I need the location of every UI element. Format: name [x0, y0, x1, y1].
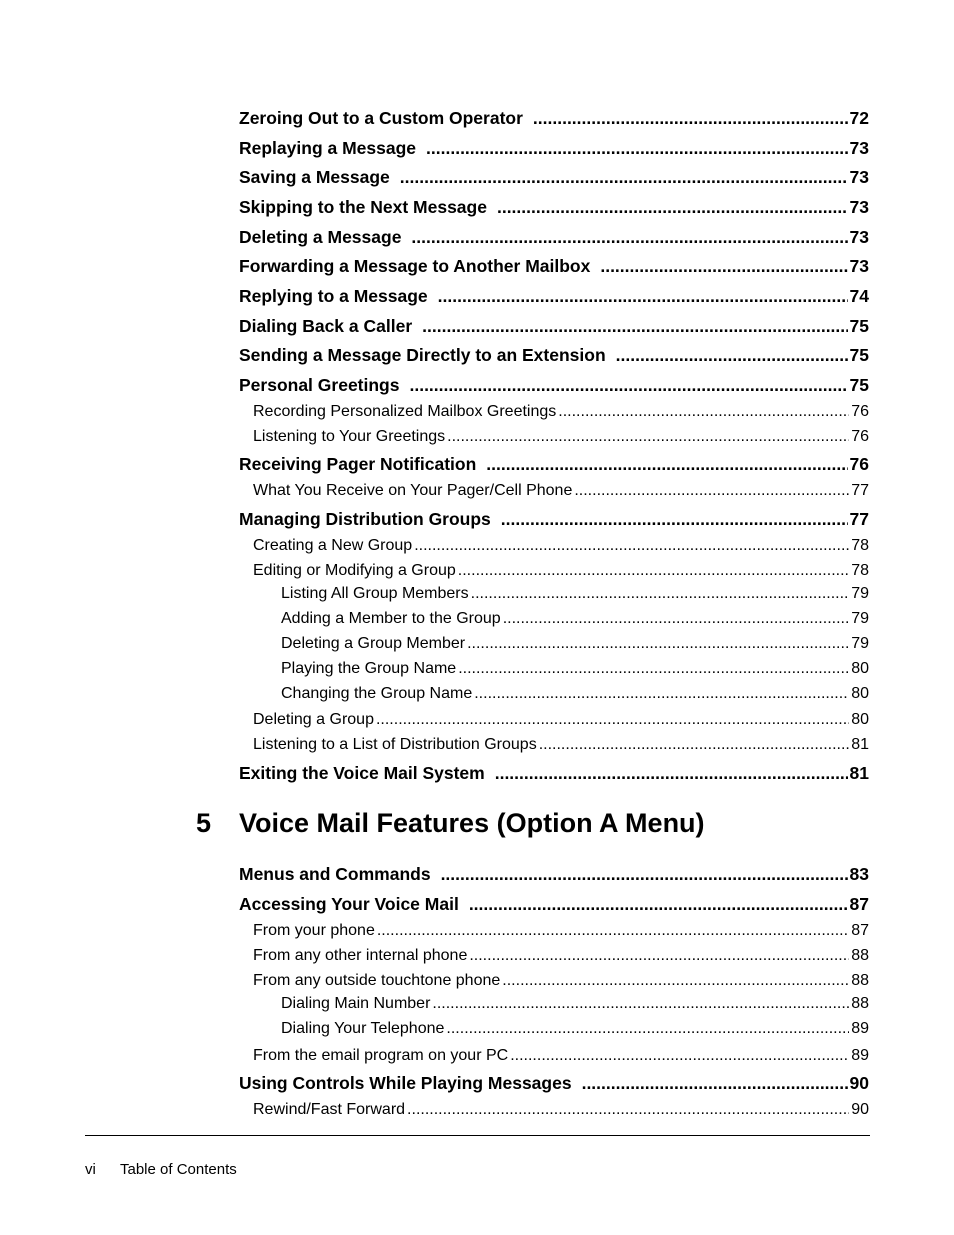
toc-dot-leader	[501, 509, 848, 530]
toc-entry[interactable]	[239, 286, 869, 307]
toc-dot-leader	[467, 635, 849, 653]
toc-dot-leader	[376, 711, 849, 729]
toc-dot-leader	[502, 972, 849, 990]
toc-entry-title: Dialing Back a Caller	[239, 316, 413, 336]
toc-entry-title: Personal Greetings	[239, 375, 400, 395]
toc-dot-leader	[447, 428, 849, 446]
toc-entry-title: Using Controls While Playing Messages	[239, 1073, 572, 1093]
toc-entry-title: What You Receive on Your Pager/Cell Phone	[253, 482, 573, 499]
toc-entry-title: Rewind/Fast Forward	[253, 1101, 406, 1118]
toc-entry[interactable]	[281, 995, 869, 1013]
toc-dot-leader	[533, 108, 848, 129]
toc-entry-title: Skipping to the Next Message	[239, 197, 487, 217]
toc-entry[interactable]	[253, 922, 869, 940]
toc-entry[interactable]	[253, 947, 869, 965]
toc-entry[interactable]	[239, 227, 869, 248]
toc-dot-leader	[497, 197, 848, 218]
toc-entry[interactable]	[239, 138, 869, 159]
toc-entry-page-number: 73	[849, 138, 869, 158]
toc-entry-title: Playing the Group Name	[281, 660, 457, 677]
toc-entry-page-number: 80	[851, 660, 869, 677]
toc-entry[interactable]	[253, 1047, 869, 1065]
toc-entry[interactable]	[253, 482, 869, 500]
toc-dot-leader	[558, 403, 849, 421]
toc-entry-page-number: 88	[851, 947, 869, 964]
toc-entry-page-number: 79	[851, 635, 869, 652]
toc-entry[interactable]	[239, 1073, 869, 1094]
toc-entry-title: Listening to a List of Distribution Groups	[253, 736, 537, 753]
toc-entry-page-number: 75	[849, 345, 869, 365]
toc-dot-leader	[510, 1047, 849, 1065]
toc-entry-page-number: 79	[851, 610, 869, 627]
toc-entry[interactable]	[253, 428, 869, 446]
toc-dot-leader	[414, 537, 849, 555]
toc-entry-page-number: 80	[851, 711, 869, 728]
toc-entry-title: Zeroing Out to a Custom Operator	[239, 108, 523, 128]
toc-entry-title: Forwarding a Message to Another Mailbox	[239, 256, 591, 276]
toc-entry-page-number: 88	[851, 972, 869, 989]
toc-dot-leader	[426, 138, 848, 159]
toc-entry[interactable]	[239, 108, 869, 129]
footer-page-number: vi	[85, 1161, 96, 1178]
toc-dot-leader	[471, 585, 850, 603]
toc-entry-title: Adding a Member to the Group	[281, 610, 501, 627]
chapter-title: Voice Mail Features (Option A Menu)	[239, 808, 705, 838]
toc-entry[interactable]	[239, 316, 869, 337]
toc-entry-title: Editing or Modifying a Group	[253, 562, 456, 579]
toc-entry-page-number: 77	[849, 509, 869, 529]
toc-entry[interactable]	[253, 403, 869, 421]
toc-entry[interactable]	[239, 345, 869, 366]
toc-entry-title: Saving a Message	[239, 167, 390, 187]
toc-entry-page-number: 73	[849, 197, 869, 217]
chapter-number: 5	[196, 808, 212, 838]
toc-dot-leader	[582, 1073, 848, 1094]
toc-entry-page-number: 73	[849, 167, 869, 187]
toc-entry-title: Changing the Group Name	[281, 685, 473, 702]
toc-entry-page-number: 80	[851, 685, 869, 702]
toc-entry[interactable]	[281, 635, 869, 653]
toc-entry-title: Deleting a Message	[239, 227, 402, 247]
toc-entry-title: Replaying a Message	[239, 138, 417, 158]
toc-entry-page-number: 76	[851, 428, 869, 445]
toc-entry-title: Menus and Commands	[239, 864, 431, 884]
toc-entry[interactable]	[253, 537, 869, 555]
toc-entry[interactable]	[253, 972, 869, 990]
toc-dot-leader	[574, 482, 849, 500]
toc-entry-page-number: 88	[851, 995, 869, 1012]
toc-entry-page-number: 78	[851, 537, 869, 554]
toc-dot-leader	[616, 345, 848, 366]
toc-entry[interactable]	[281, 685, 869, 703]
toc-dot-leader	[400, 167, 848, 188]
toc-entry-title: Exiting the Voice Mail System	[239, 763, 485, 783]
toc-entry-title: Managing Distribution Groups	[239, 509, 491, 529]
toc-entry-page-number: 78	[851, 562, 869, 579]
toc-dot-leader	[446, 1020, 849, 1038]
toc-dot-leader	[441, 864, 848, 885]
toc-entry[interactable]	[239, 256, 869, 277]
toc-dot-leader	[503, 610, 850, 628]
toc-entry-title: From your phone	[253, 922, 375, 939]
toc-entry-page-number: 79	[851, 585, 869, 602]
toc-entry-title: Listing All Group Members	[281, 585, 469, 602]
toc-entry[interactable]	[239, 197, 869, 218]
toc-entry-title: Dialing Main Number	[281, 995, 431, 1012]
toc-entry-page-number: 83	[849, 864, 869, 884]
toc-entry[interactable]	[253, 736, 869, 754]
toc-dot-leader	[469, 894, 848, 915]
toc-entry[interactable]	[253, 711, 869, 729]
toc-entry-page-number: 76	[849, 454, 869, 474]
toc-entry-page-number: 89	[851, 1047, 869, 1064]
toc-entry-page-number: 76	[851, 403, 869, 420]
toc-dot-leader	[458, 660, 849, 678]
page-footer	[85, 1161, 237, 1178]
toc-entry-title: Recording Personalized Mailbox Greetings	[253, 403, 557, 420]
toc-entry-page-number: 81	[851, 736, 869, 753]
toc-entry-title: Deleting a Group	[253, 711, 374, 728]
toc-entry-page-number: 89	[851, 1020, 869, 1037]
toc-dot-leader	[432, 995, 849, 1013]
chapter-heading	[196, 808, 705, 839]
toc-entry-page-number: 73	[849, 227, 869, 247]
toc-entry-title: From the email program on your PC	[253, 1047, 509, 1064]
toc-entry-title: Creating a New Group	[253, 537, 413, 554]
toc-entry-page-number: 75	[849, 316, 869, 336]
toc-dot-leader	[474, 685, 849, 703]
toc-dot-leader	[495, 763, 848, 784]
toc-dot-leader	[411, 227, 847, 248]
toc-entry-title: Dialing Your Telephone	[281, 1020, 445, 1037]
toc-entry-title: Replying to a Message	[239, 286, 428, 306]
toc-entry-page-number: 87	[849, 894, 869, 914]
toc-entry-page-number: 75	[849, 375, 869, 395]
toc-dot-leader	[438, 286, 848, 307]
toc-dot-leader	[486, 454, 847, 475]
toc-entry-title: Listening to Your Greetings	[253, 428, 446, 445]
toc-entry-title: Accessing Your Voice Mail	[239, 894, 459, 914]
toc-entry[interactable]	[281, 660, 869, 678]
toc-entry[interactable]	[239, 454, 869, 475]
footer-section-title: Table of Contents	[120, 1161, 237, 1178]
toc-dot-leader	[458, 562, 849, 580]
toc-entry[interactable]	[239, 763, 869, 784]
toc-entry-title: Receiving Pager Notification	[239, 454, 477, 474]
toc-entry[interactable]	[253, 1101, 869, 1119]
toc-entry-title: From any other internal phone	[253, 947, 468, 964]
toc-dot-leader	[407, 1101, 849, 1119]
footer-divider	[85, 1135, 870, 1136]
toc-entry-page-number: 87	[851, 922, 869, 939]
toc-entry-page-number: 90	[851, 1101, 869, 1118]
toc-entry-title: From any outside touchtone phone	[253, 972, 501, 989]
toc-entry-title: Deleting a Group Member	[281, 635, 466, 652]
toc-entry-title: Sending a Message Directly to an Extension	[239, 345, 606, 365]
toc-entry-page-number: 72	[849, 108, 869, 128]
toc-entry[interactable]	[281, 1020, 869, 1038]
toc-dot-leader	[600, 256, 847, 277]
toc-dot-leader	[422, 316, 847, 337]
toc-entry-page-number: 74	[849, 286, 869, 306]
toc-dot-leader	[469, 947, 849, 965]
toc-entry-page-number: 77	[851, 482, 869, 499]
toc-entry[interactable]	[281, 610, 869, 628]
toc-dot-leader	[409, 375, 847, 396]
toc-entry[interactable]	[239, 509, 869, 530]
toc-entry[interactable]	[253, 562, 869, 580]
toc-dot-leader	[539, 736, 850, 754]
toc-dot-leader	[377, 922, 849, 940]
toc-entry[interactable]	[281, 585, 869, 603]
toc-entry[interactable]	[239, 167, 869, 188]
toc-entry[interactable]	[239, 864, 869, 885]
toc-entry-page-number: 90	[849, 1073, 869, 1093]
toc-entry-page-number: 73	[849, 256, 869, 276]
toc-entry[interactable]	[239, 375, 869, 396]
toc-entry[interactable]	[239, 894, 869, 915]
toc-entry-page-number: 81	[849, 763, 869, 783]
